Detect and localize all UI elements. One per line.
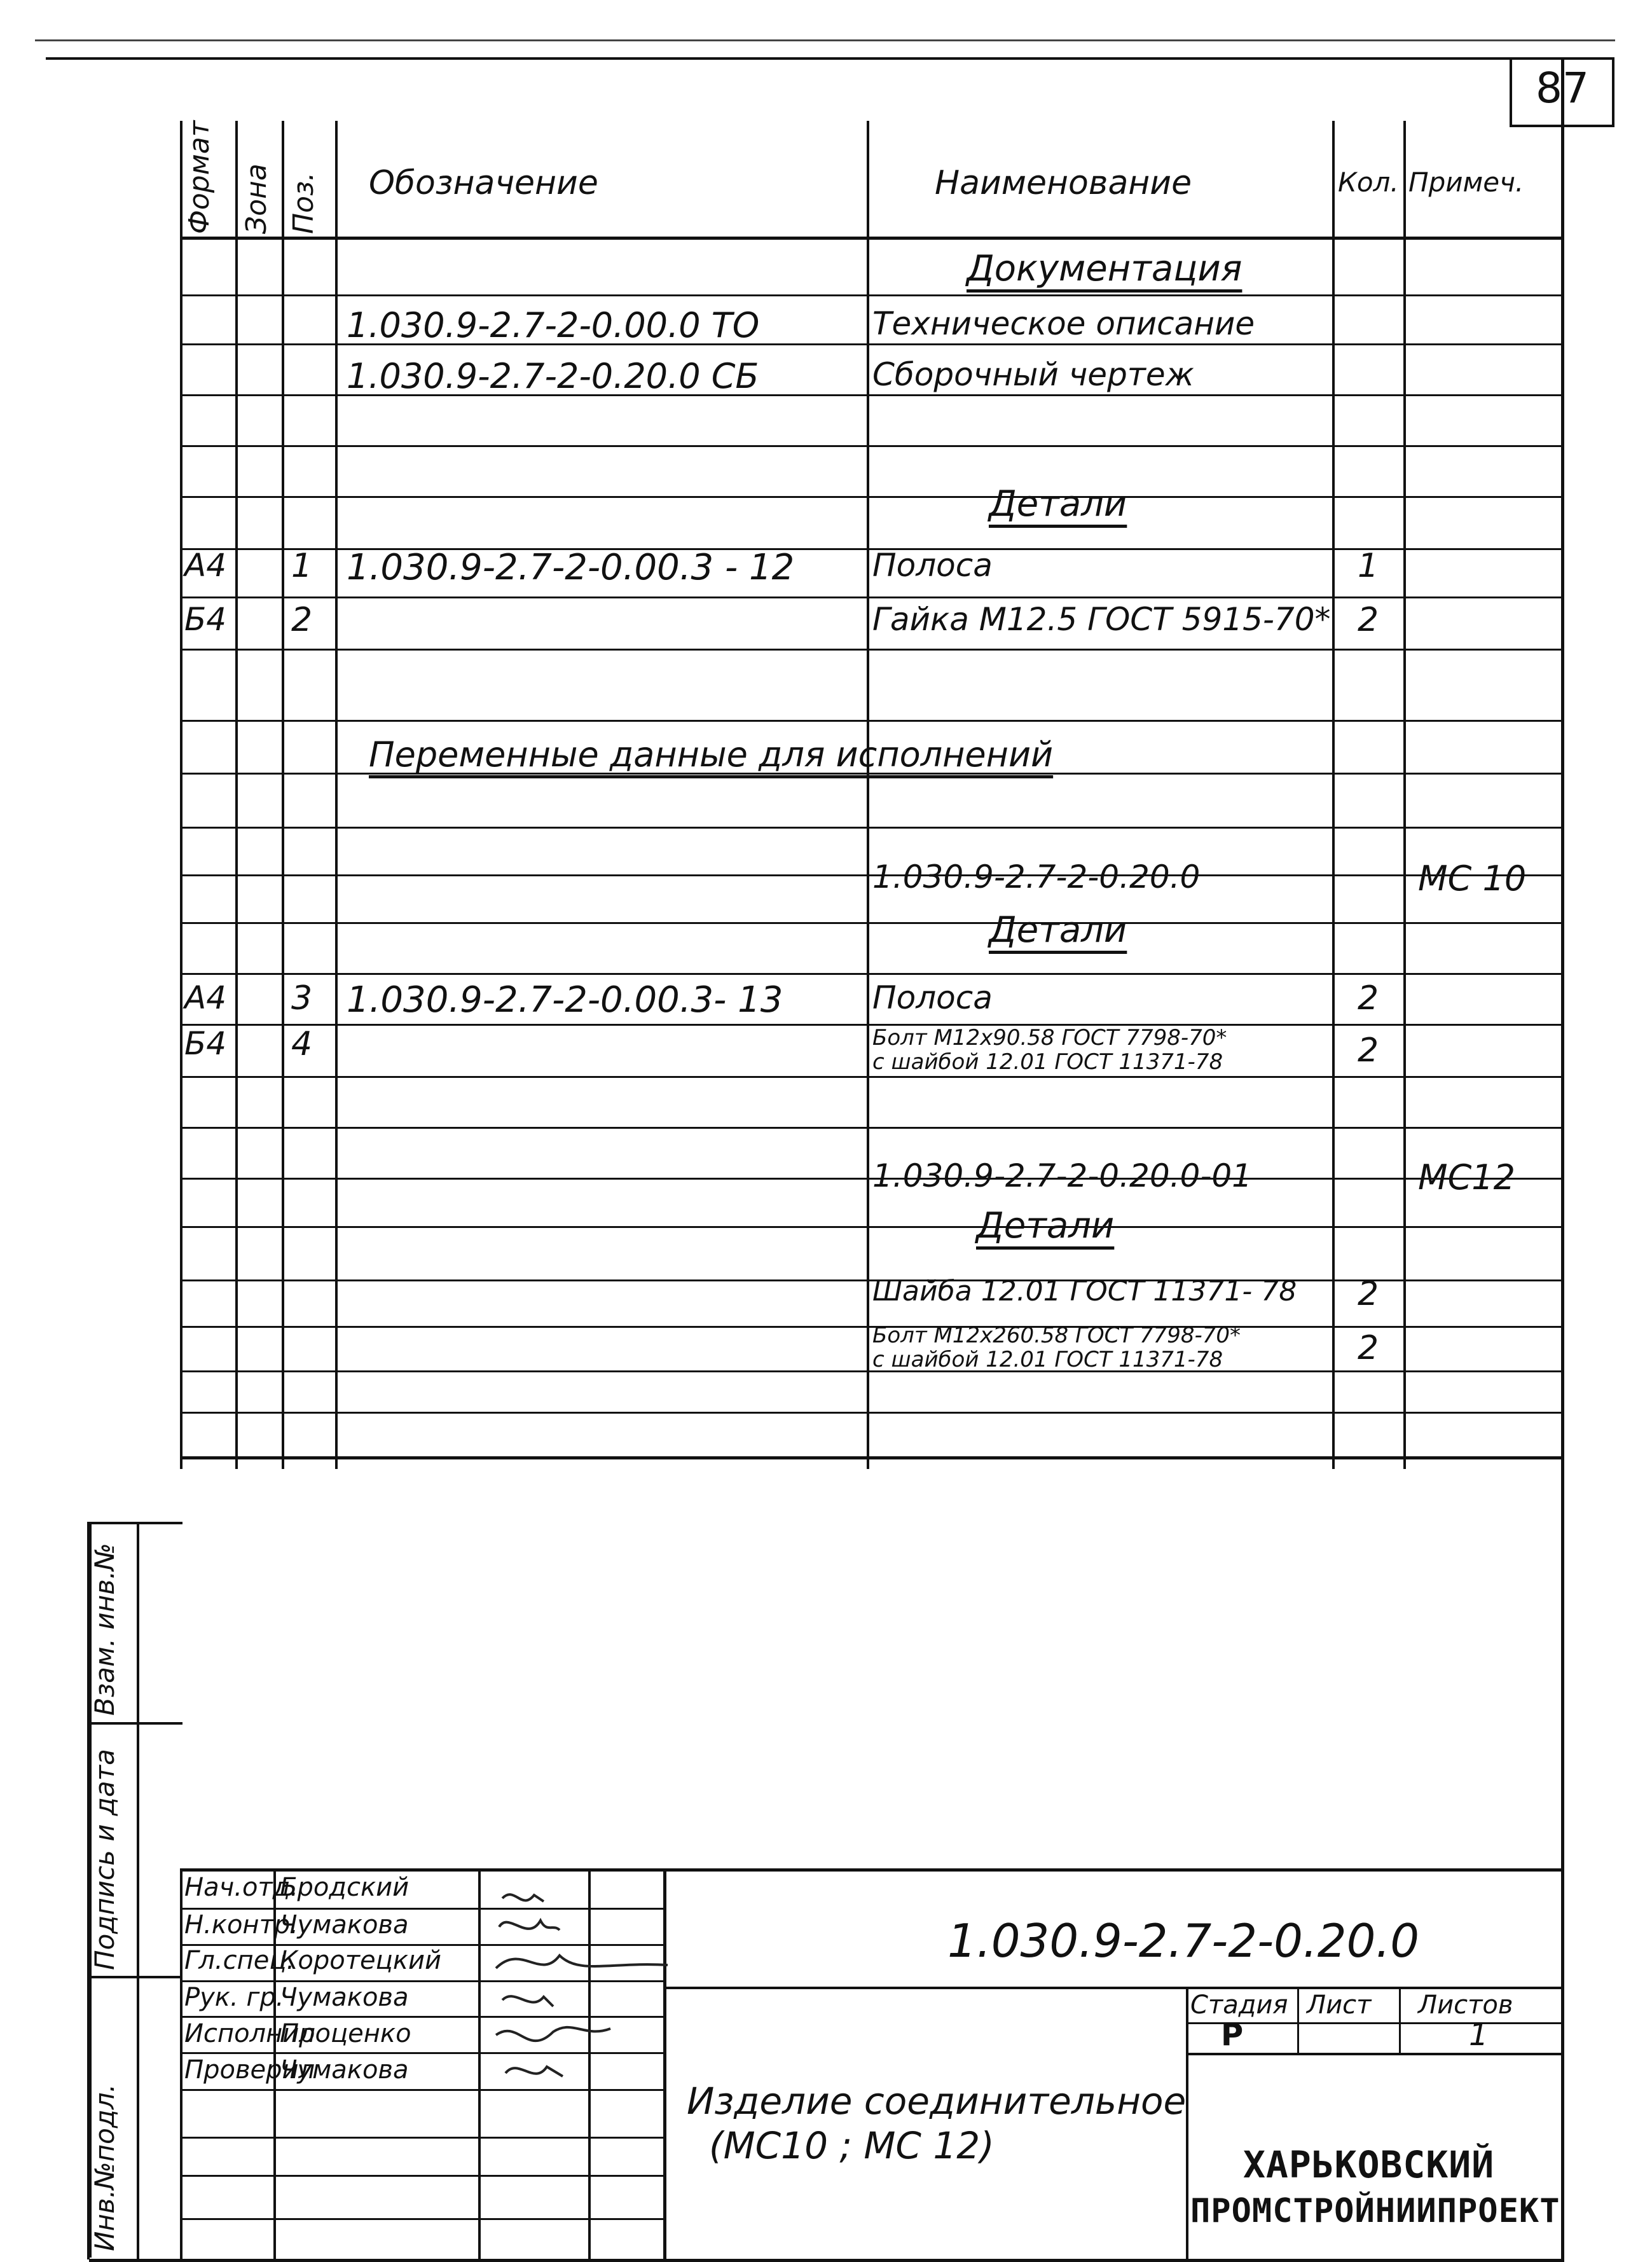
org-line-2: ПРОМСТРОЙНИИПРОЕКТ [1190,2192,1560,2230]
table-bottom-line [180,1456,1563,1459]
row-line [180,445,1563,447]
cell-name: Полоса [872,547,993,584]
tb-person: Бродский [280,1873,410,1902]
header-qty: Кол. [1338,167,1399,198]
header-bottom-line [180,237,1563,240]
row-line [180,1326,1563,1328]
cell-designation: 1.030.9-2.7-2-0.00.0 ТО [347,305,760,345]
cell-name: Техническое описание [872,305,1255,342]
sheets-label: Листов [1418,1990,1513,2020]
org-line-1: ХАРЬКОВСКИЙ [1243,2143,1495,2186]
tb-person: Коротецкий [280,1946,442,1975]
row-line [180,973,1563,975]
tb-role: Гл.спец. [184,1946,295,1975]
row-line [180,1127,1563,1129]
cell-name-line2: с шайбой 12.01 ГОСТ 11371-78 [872,1049,1223,1075]
signature-5 [496,2027,610,2041]
cell-name-line2: с шайбой 12.01 ГОСТ 11371-78 [872,1347,1223,1372]
pagebox-left [1510,57,1512,127]
top-edge-line [35,39,1615,41]
signature-2 [499,1921,560,1930]
cell-qty: 2 [1358,979,1379,1017]
cell-designation: 1.030.9-2.7-2-0.20.0 СБ [347,356,759,396]
tb-person: Проценко [280,2019,411,2048]
page-number: 87 [1536,64,1589,113]
col-line-5 [1332,121,1335,1469]
cell-pos: 1 [291,547,313,585]
row-line [180,874,1563,876]
col-line-3 [335,121,338,1469]
cell-format: Б4 [184,1025,227,1062]
cell-qty: 1 [1358,547,1379,585]
tb-stage-left [1186,1987,1188,2261]
row-line [180,597,1563,598]
signature-6 [506,2067,563,2076]
cell-name: 1.030.9-2.7-2-0.20.0-01 [872,1157,1252,1194]
header-note: Примеч. [1408,167,1524,198]
tb-stage-col1 [1297,1987,1299,2054]
row-line [180,649,1563,651]
cell-note: МС12 [1418,1157,1516,1197]
frame-top [46,57,1613,60]
row-line [180,1412,1563,1414]
row-line [180,720,1563,722]
side-stamp-inner [137,1522,139,2259]
tb-stage-col2 [1399,1987,1401,2054]
side-vzam: Взам. инв.№ [89,1543,120,1716]
cell-format: Б4 [184,601,227,638]
cell-name-line1: Болт М12х90.58 ГОСТ 7798-70* [872,1025,1227,1051]
row-line [180,1279,1563,1281]
side-inv-podl: Инв.№подл. [89,2083,120,2251]
row-line [180,922,1563,924]
col-line-1 [235,121,238,1469]
col-line-0 [180,121,182,1469]
tb-stage-hline2 [1186,2053,1563,2055]
cell-name: Детали [989,909,1127,951]
cell-format: А4 [184,979,227,1016]
side-stamp-div1 [87,1722,182,1725]
col-line-2 [282,121,284,1469]
pagebox-right [1612,57,1614,127]
tb-mid-line [663,1987,1563,1989]
row-line [180,294,1563,296]
cell-name: Детали [976,1205,1115,1246]
cell-note: МС 10 [1418,859,1527,899]
cell-name: Документация [967,248,1242,289]
tb-person: Чумакова [280,2055,409,2085]
col-line-6 [1403,121,1406,1469]
header-pos: Поз. [287,172,320,234]
tb-col-signs [478,1868,481,2261]
signature-1 [502,1894,544,1901]
header-zone: Зона [240,163,273,234]
header-designation: Обозначение [369,164,598,202]
row-line [180,1024,1563,1026]
cell-qty: 2 [1358,1329,1379,1367]
cell-qty: 2 [1358,1031,1379,1070]
header-name: Наименование [935,164,1192,202]
side-podpis: Подпись и дата [89,1749,120,1970]
product-line-1: Изделие соединительное [687,2079,1187,2123]
row-line [180,496,1563,498]
stage-label: Стадия [1190,1990,1288,2020]
frame-bottom [89,2259,1564,2262]
cell-designation: 1.030.9-2.7-2-0.00.3- 13 [347,979,783,1021]
tb-role: Проверил [184,2055,315,2085]
tb-person: Чумакова [280,1983,409,2012]
cell-name: Шайба 12.01 ГОСТ 11371- 78 [872,1275,1297,1307]
tb-role: Нач.отд. [184,1873,299,1902]
tb-col-roles-left [180,1868,182,2261]
row-line [180,1076,1563,1078]
tb-person: Чумакова [280,1910,409,1940]
side-stamp-top [87,1522,182,1524]
cell-name: Полоса [872,979,993,1016]
signature-3 [496,1955,668,1968]
tb-top [180,1868,1563,1872]
doc-number: 1.030.9-2.7-2-0.20.0 [947,1914,1420,1968]
sheet-label: Лист [1307,1990,1372,2020]
cell-name: Сборочный чертеж [872,356,1194,393]
cell-pos: 2 [291,601,313,639]
cell-name-line1: Болт М12х260.58 ГОСТ 7798-70* [872,1323,1241,1348]
row-line [180,1370,1563,1372]
cell-name: Детали [989,483,1127,525]
sheets-value: 1 [1469,2017,1489,2053]
cell-pos: 4 [291,1025,313,1063]
side-stamp-div2 [87,1976,182,1978]
cell-name: Гайка М12.5 ГОСТ 5915-70* [872,601,1331,638]
cell-designation: 1.030.9-2.7-2-0.00.3 - 12 [347,547,795,588]
product-line-2: (МС10 ; МС 12) [709,2124,995,2167]
row-line [180,1226,1563,1228]
cell-format: А4 [184,547,227,584]
header-format: Формат [183,120,216,234]
pagebox-bottom [1510,125,1614,127]
cell-qty: 2 [1358,601,1379,639]
cell-pos: 3 [291,979,313,1017]
col-line-4 [867,121,869,1469]
stage-value: Р [1221,2017,1244,2053]
cell-name: 1.030.9-2.7-2-0.20.0 [872,859,1201,895]
cell-section: Переменные данные для исполнений [369,734,1054,775]
tb-role: Исполнил [184,2019,315,2048]
signatures [483,1873,738,2254]
signature-4 [502,1996,553,2006]
tb-role: Рук. гр. [184,1983,284,2012]
cell-qty: 2 [1358,1275,1379,1313]
row-line [180,827,1563,829]
tb-role: Н.контр. [184,1910,298,1940]
row-line [180,1178,1563,1180]
frame-right [1561,57,1564,2261]
